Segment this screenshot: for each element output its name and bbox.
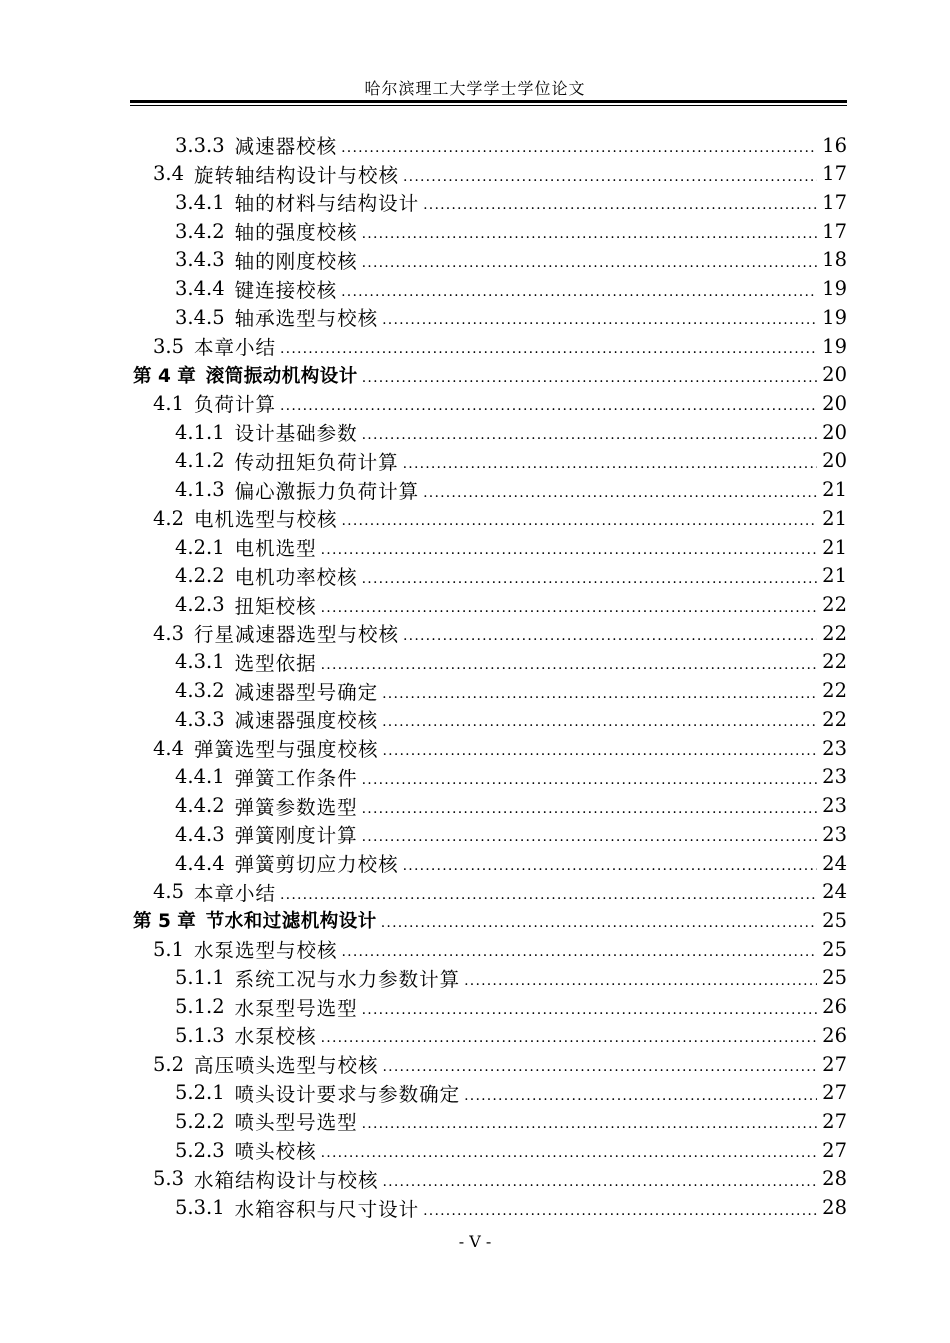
toc-entry-number: 3.5 — [153, 334, 185, 358]
toc-entry-page: 26 — [822, 995, 847, 1019]
toc-entry-title: 弹簧剪切应力校核 — [234, 853, 399, 876]
toc-entry-title: 系统工况与水力参数计算 — [234, 967, 461, 991]
toc-entry-title: 喷头型号选型 — [234, 1111, 358, 1135]
toc-leader-dots — [362, 418, 817, 446]
toc-entry-number: 5.1 — [153, 937, 185, 961]
toc-leader-dots — [382, 677, 817, 705]
toc-entry-number: 4.2.1 — [175, 535, 225, 559]
header-rule-thick — [130, 100, 847, 103]
toc-entry-number: 4.1.1 — [175, 420, 225, 444]
toc-entry-title: 电机选型与校核 — [194, 508, 338, 532]
toc-entry-title: 电机选型 — [234, 537, 317, 561]
toc-entry-number: 4.4.3 — [175, 822, 225, 846]
toc-entry-number: 5.1.1 — [175, 966, 225, 990]
toc-entry-number: 4.5 — [153, 880, 185, 904]
toc-entry-title: 水泵型号选型 — [234, 996, 358, 1020]
toc-entry-title: 减速器型号确定 — [234, 680, 379, 704]
toc-entry[interactable] — [153, 619, 847, 647]
toc-entry-page: 19 — [822, 305, 847, 329]
toc-entry-page: 21 — [822, 535, 847, 559]
toc-leader-dots — [362, 1107, 817, 1135]
toc-entry[interactable] — [175, 418, 847, 446]
toc-entry-number: 5.3 — [153, 1167, 185, 1191]
toc-entry-title: 键连接校核 — [234, 278, 338, 302]
toc-entry-title: 水箱结构设计与校核 — [194, 1168, 379, 1192]
toc-entry[interactable] — [175, 533, 847, 561]
toc-entry-number: 4.4.2 — [175, 794, 225, 818]
toc-entry-page: 19 — [822, 334, 847, 358]
toc-entry[interactable] — [175, 993, 847, 1021]
toc-entry-page: 16 — [822, 133, 847, 157]
toc-entry[interactable] — [175, 820, 847, 848]
toc-leader-dots — [362, 993, 817, 1021]
toc-entry-title: 本章小结 — [194, 881, 277, 905]
toc-entry-page: 17 — [822, 219, 847, 243]
toc-chapter-entry[interactable] — [133, 361, 847, 389]
toc-entry-page: 22 — [822, 679, 847, 703]
toc-leader-dots — [423, 1194, 817, 1222]
toc-entry[interactable] — [175, 275, 847, 303]
toc-entry-title: 轴的刚度校核 — [234, 249, 358, 273]
toc-entry-number: 4.3.1 — [175, 650, 225, 674]
toc-leader-dots — [403, 849, 817, 877]
toc-entry-title: 行星减速器选型与校核 — [194, 623, 400, 647]
toc-leader-dots — [382, 303, 817, 331]
toc-leader-dots — [321, 533, 817, 561]
toc-leader-dots — [321, 648, 817, 676]
toc-leader-dots — [362, 217, 817, 245]
toc-entry[interactable] — [175, 1021, 847, 1049]
toc-entry-number: 4.3 — [153, 621, 185, 645]
toc-entry-title: 高压喷头选型与校核 — [194, 1054, 379, 1078]
toc-entry[interactable] — [175, 562, 847, 590]
toc-entry-title: 滚筒振动机构设计 — [205, 365, 358, 387]
toc-entry-page: 27 — [822, 1109, 847, 1133]
toc-entry[interactable] — [153, 332, 847, 360]
toc-entry-page: 20 — [822, 420, 847, 444]
toc-entry-title: 负荷计算 — [194, 393, 277, 417]
toc-entry-page: 25 — [822, 966, 847, 990]
toc-entry[interactable] — [175, 705, 847, 733]
toc-leader-dots — [464, 1079, 817, 1107]
toc-entry-number: 3.4.3 — [175, 248, 225, 272]
toc-entry-title: 弹簧刚度计算 — [234, 824, 358, 848]
toc-entry-title: 减速器校核 — [234, 135, 338, 158]
toc-leader-dots — [362, 562, 817, 590]
toc-leader-dots — [382, 705, 817, 733]
toc-entry-number: 4.2.2 — [175, 564, 225, 588]
toc-entry-number: 5.1.3 — [175, 1023, 225, 1047]
toc-leader-dots — [383, 1050, 817, 1078]
toc-entry[interactable] — [175, 217, 847, 245]
toc-chapter-entry[interactable] — [133, 906, 847, 934]
toc-entry[interactable] — [175, 1136, 847, 1164]
toc-entry-title: 设计基础参数 — [234, 422, 358, 446]
toc-entry-number: 5.2 — [153, 1052, 185, 1076]
toc-leader-dots — [342, 504, 817, 532]
toc-entry-title: 偏心激振力负荷计算 — [234, 479, 420, 503]
toc-entry-page: 22 — [822, 593, 847, 617]
toc-entry-title: 轴的强度校核 — [234, 221, 358, 245]
toc-leader-dots — [423, 188, 817, 216]
toc-leader-dots — [321, 591, 817, 619]
toc-entry-page: 27 — [822, 1138, 847, 1162]
toc-entry-title: 水箱容积与尺寸设计 — [234, 1197, 420, 1221]
toc-leader-dots — [342, 935, 817, 963]
toc-leader-dots — [403, 619, 817, 647]
toc-entry[interactable] — [153, 1050, 847, 1078]
toc-entry-page: 28 — [822, 1167, 847, 1191]
toc-leader-dots — [321, 1021, 817, 1049]
toc-entry-page: 26 — [822, 1023, 847, 1047]
toc-entry[interactable] — [175, 447, 847, 475]
toc-entry[interactable] — [153, 935, 847, 963]
toc-leader-dots — [362, 763, 817, 791]
toc-leader-dots — [381, 906, 817, 934]
toc-entry-title: 水泵选型与校核 — [194, 939, 338, 963]
toc-entry-number: 3.4.5 — [175, 305, 225, 329]
toc-entry-page: 19 — [822, 277, 847, 301]
toc-entry-page: 20 — [822, 449, 847, 473]
toc-entry[interactable] — [153, 504, 847, 532]
toc-leader-dots — [403, 447, 817, 475]
toc-entry-page: 17 — [822, 162, 847, 186]
toc-entry[interactable] — [175, 188, 847, 216]
toc-entry-title: 节水和过滤机构设计 — [205, 911, 377, 933]
toc-entry-number: 4.1.2 — [175, 449, 225, 473]
toc-entry[interactable] — [175, 677, 847, 705]
toc-entry-title: 传动扭矩负荷计算 — [234, 450, 399, 474]
toc-entry-page: 21 — [822, 506, 847, 530]
toc-entry-title: 水泵校核 — [234, 1025, 317, 1049]
toc-entry-page: 20 — [822, 363, 847, 387]
toc-entry-title: 电机功率校核 — [234, 565, 358, 589]
toc-entry[interactable] — [175, 131, 847, 159]
toc-leader-dots — [362, 246, 817, 274]
toc-entry[interactable] — [175, 303, 847, 331]
toc-leader-dots — [280, 332, 817, 360]
toc-entry-number: 4.3.3 — [175, 707, 225, 731]
toc-leader-dots — [280, 878, 817, 906]
toc-entry-page: 17 — [822, 190, 847, 214]
toc-entry-page: 27 — [822, 1081, 847, 1105]
toc-entry[interactable] — [153, 734, 847, 762]
toc-entry-number: 4.4.4 — [175, 851, 225, 875]
toc-entry-page: 18 — [822, 248, 847, 272]
toc-entry-title: 弹簧工作条件 — [234, 766, 358, 790]
toc-leader-dots — [362, 792, 817, 820]
toc-leader-dots — [464, 964, 817, 992]
toc-entry-number: 5.3.1 — [175, 1196, 225, 1220]
toc-entry-title: 弹簧参数选型 — [234, 795, 358, 819]
toc-entry-title: 减速器强度校核 — [234, 709, 379, 733]
toc-entry-title: 喷头设计要求与参数确定 — [234, 1082, 461, 1106]
toc-entry[interactable] — [175, 792, 847, 820]
toc-entry-title: 扭矩校核 — [234, 594, 317, 618]
toc-entry-number: 3.4.2 — [175, 219, 225, 243]
toc-entry-page: 20 — [822, 391, 847, 415]
toc-leader-dots — [362, 820, 817, 848]
toc-entry-page: 25 — [822, 937, 847, 961]
toc-entry-number: 4.2.3 — [175, 593, 225, 617]
toc-entry-title: 旋转轴结构设计与校核 — [194, 163, 400, 187]
toc-entry-page: 24 — [822, 851, 847, 875]
page-header-title: 哈尔滨理工大学学士学位论文 — [364, 79, 586, 98]
toc-entry[interactable] — [153, 1165, 847, 1193]
toc-entry[interactable] — [175, 476, 847, 504]
toc-entry-title: 喷头校核 — [234, 1140, 317, 1164]
toc-leader-dots — [280, 389, 817, 417]
toc-entry-title: 轴承选型与校核 — [234, 307, 379, 331]
toc-entry-number: 4.4 — [153, 736, 185, 760]
toc-entry-page: 22 — [822, 621, 847, 645]
toc-entry-page: 22 — [822, 650, 847, 674]
toc-entry-title: 选型依据 — [234, 651, 317, 675]
toc-entry-page: 24 — [822, 880, 847, 904]
toc-leader-dots — [423, 476, 817, 504]
toc-entry-page: 27 — [822, 1052, 847, 1076]
toc-entry[interactable] — [175, 591, 847, 619]
toc-entry-number: 5.2.3 — [175, 1138, 225, 1162]
toc-leader-dots — [321, 1136, 817, 1164]
toc-entry-title: 弹簧选型与强度校核 — [194, 738, 379, 762]
toc-entry-title: 本章小结 — [194, 336, 277, 360]
toc-entry[interactable] — [175, 648, 847, 676]
toc-entry-number: 4.1.3 — [175, 478, 225, 502]
toc-entry-number: 3.4 — [153, 162, 185, 186]
toc-leader-dots — [383, 1165, 817, 1193]
toc-entry-number: 5.1.2 — [175, 995, 225, 1019]
header-rule-thin — [130, 105, 847, 106]
toc-entry-page: 23 — [822, 765, 847, 789]
toc-leader-dots — [403, 160, 817, 188]
toc-entry-number: 5.2.2 — [175, 1109, 225, 1133]
toc-entry[interactable] — [153, 389, 847, 417]
toc-entry-number: 第 4 章 — [133, 365, 196, 387]
toc-entry-number: 4.1 — [153, 391, 185, 415]
toc-leader-dots — [383, 734, 817, 762]
toc-entry[interactable] — [175, 763, 847, 791]
toc-leader-dots — [341, 275, 817, 303]
toc-entry-number: 4.2 — [153, 506, 185, 530]
toc-entry-page: 23 — [822, 736, 847, 760]
toc-entry-page: 22 — [822, 707, 847, 731]
toc-leader-dots — [362, 361, 817, 389]
toc-entry-page: 23 — [822, 822, 847, 846]
page-number: - V - — [458, 1232, 492, 1251]
toc-entry-number: 3.3.3 — [175, 133, 225, 157]
toc-entry-title: 轴的材料与结构设计 — [234, 192, 420, 216]
toc-entry-number: 4.4.1 — [175, 765, 225, 789]
toc-entry[interactable] — [153, 878, 847, 906]
toc-entry[interactable] — [175, 964, 847, 992]
toc-entry-page: 21 — [822, 564, 847, 588]
toc-entry-number: 第 5 章 — [133, 911, 196, 933]
toc-entry-number: 4.3.2 — [175, 679, 225, 703]
toc-entry[interactable] — [175, 1079, 847, 1107]
toc-entry-page: 28 — [822, 1196, 847, 1220]
toc-leader-dots — [341, 131, 817, 159]
toc-entry[interactable] — [175, 246, 847, 274]
toc-entry[interactable] — [153, 160, 847, 188]
toc-entry-number: 3.4.4 — [175, 277, 225, 301]
toc-entry[interactable] — [175, 849, 847, 877]
toc-entry-number: 3.4.1 — [175, 190, 225, 214]
toc-entry[interactable] — [175, 1107, 847, 1135]
toc-entry[interactable] — [175, 1194, 847, 1222]
toc-entry-page: 25 — [822, 908, 847, 932]
toc-entry-number: 5.2.1 — [175, 1081, 225, 1105]
toc-entry-page: 21 — [822, 478, 847, 502]
toc-entry-page: 23 — [822, 794, 847, 818]
